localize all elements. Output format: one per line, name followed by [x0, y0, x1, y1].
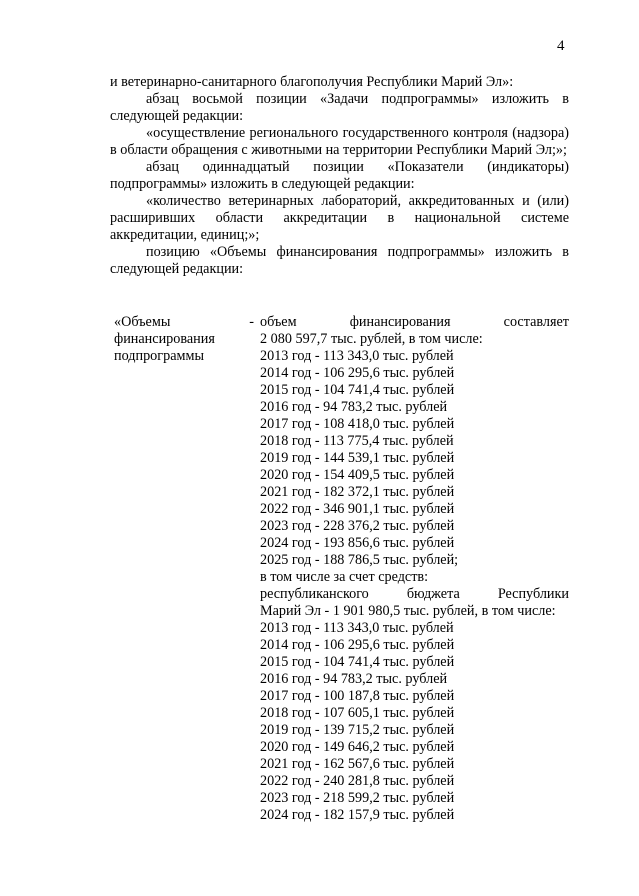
- body-text: [110, 74, 569, 278]
- year-rep-row: 2019 год - 139 715,2 тыс. рублей: [260, 722, 455, 738]
- paragraph-6: позицию «Объемы финансирования подпрограммы» изложить в следующей редакции:: [110, 244, 569, 277]
- year-rep-row: 2014 год - 106 295,6 тыс. рублей: [260, 637, 455, 653]
- year-rep-row: 2013 год - 113 343,0 тыс. рублей: [260, 620, 454, 636]
- funding-label-line-3: подпрограммы: [114, 348, 204, 364]
- year-total-row: 2017 год - 108 418,0 тыс. рублей: [260, 416, 455, 432]
- year-rep-row: 2020 год - 149 646,2 тыс. рублей: [260, 739, 455, 755]
- republican-budget-line-2: Марий Эл - 1 901 980,5 тыс. рублей, в том числе:: [260, 603, 556, 619]
- year-total-row: 2014 год - 106 295,6 тыс. рублей: [260, 365, 455, 381]
- year-total-row: 2020 год - 154 409,5 тыс. рублей: [260, 467, 455, 483]
- republican-budget-line-1: республиканского бюджета Республики: [260, 586, 569, 602]
- year-rep-row: 2024 год - 182 157,9 тыс. рублей: [260, 807, 455, 823]
- funding-label-cell: [114, 314, 254, 365]
- paragraph-3: «осуществление регионального государственного контроля (надзора) в области обращения с животными на территории Республики Марий Эл;»;: [110, 125, 569, 158]
- paragraph-4: абзац одиннадцатый позиции «Показатели (индикаторы) подпрограммы» изложить в следующей редакции:: [110, 159, 569, 192]
- year-total-row: 2018 год - 113 775,4 тыс. рублей: [260, 433, 454, 449]
- funding-label-line-1: «Объемы: [114, 314, 171, 330]
- year-rep-row: 2017 год - 100 187,8 тыс. рублей: [260, 688, 455, 704]
- year-rep-row: 2023 год - 218 599,2 тыс. рублей: [260, 790, 455, 806]
- total-line-2: 2 080 597,7 тыс. рублей, в том числе:: [260, 331, 483, 347]
- year-rep-row: 2016 год - 94 783,2 тыс. рублей: [260, 671, 448, 687]
- label-dash: -: [249, 314, 254, 330]
- total-line-1: объем финансирования составляет: [260, 314, 569, 330]
- year-total-row: 2025 год - 188 786,5 тыс. рублей;: [260, 552, 459, 568]
- year-total-row: 2013 год - 113 343,0 тыс. рублей: [260, 348, 454, 364]
- year-rep-row: 2021 год - 162 567,6 тыс. рублей: [260, 756, 455, 772]
- year-total-row: 2019 год - 144 539,1 тыс. рублей: [260, 450, 455, 466]
- funding-values-cell: [260, 314, 569, 824]
- year-rep-row: 2022 год - 240 281,8 тыс. рублей: [260, 773, 455, 789]
- funding-label-line-2: финансирования: [114, 331, 215, 347]
- paragraph-1: и ветеринарно-санитарного благополучия Республики Марий Эл»:: [110, 74, 514, 90]
- year-total-row: 2023 год - 228 376,2 тыс. рублей: [260, 518, 455, 534]
- paragraph-2: абзац восьмой позиции «Задачи подпрограммы» изложить в следующей редакции:: [110, 91, 569, 124]
- including-label: в том числе за счет средств:: [260, 569, 429, 585]
- year-rep-row: 2015 год - 104 741,4 тыс. рублей: [260, 654, 455, 670]
- year-total-row: 2015 год - 104 741,4 тыс. рублей: [260, 382, 455, 398]
- year-total-row: 2021 год - 182 372,1 тыс. рублей: [260, 484, 455, 500]
- year-rep-row: 2018 год - 107 605,1 тыс. рублей: [260, 705, 455, 721]
- year-total-row: 2024 год - 193 856,6 тыс. рублей: [260, 535, 455, 551]
- paragraph-5: «количество ветеринарных лабораторий, аккредитованных и (или) расширивших области аккредитации в национальной системе аккредитации, единиц;»;: [110, 193, 569, 243]
- page-number: 4: [557, 38, 565, 54]
- year-total-row: 2022 год - 346 901,1 тыс. рублей: [260, 501, 455, 517]
- year-total-row: 2016 год - 94 783,2 тыс. рублей: [260, 399, 448, 415]
